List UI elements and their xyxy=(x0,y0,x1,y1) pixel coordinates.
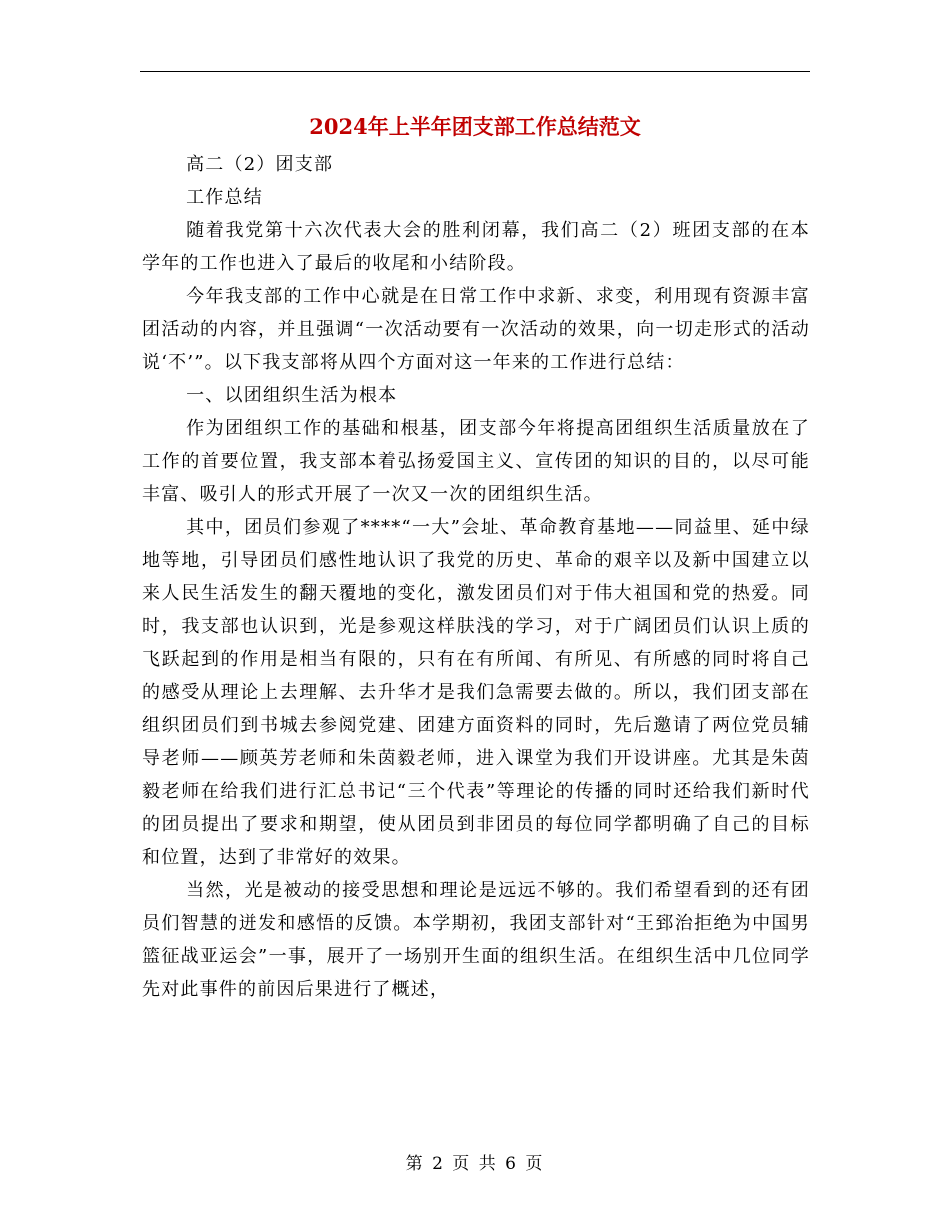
paragraph-subtitle: 工作总结 xyxy=(186,187,263,208)
paragraph-branch-name: 高二（2）团支部 xyxy=(186,154,334,175)
paragraph-focus: 今年我支部的工作中心就是在日常工作中求新、求变，利用现有资源丰富团活动的内容，并且强调“一次活动要有一次活动的效果，向一切走形式的活动说‘不’”。以下我支部将从四个方面对这一年来的工作进行总结： xyxy=(142,286,810,373)
paragraph-intro: 随着我党第十六次代表大会的胜利闭幕，我们高二（2）班团支部的在本学年的工作也进入了最后的收尾和小结阶段。 xyxy=(142,220,810,274)
section-heading-1: 一、以团组织生活为根本 xyxy=(186,385,398,406)
page-number-footer: 第 2 页 共 6 页 xyxy=(405,1154,545,1174)
header-rule xyxy=(140,71,810,72)
paragraph-section-1-feedback: 当然，光是被动的接受思想和理论是远远不够的。我们希望看到的还有团员们智慧的迸发和感悟的反馈。本学期初，我团支部针对“王郅治拒绝为中国男篮征战亚运会”一事，展开了一场别开生面的组织生活。在组织生活中几位同学先对此事件的前因后果进行了概述， xyxy=(142,880,810,1000)
document-title: 2024年上半年团支部工作总结范文 xyxy=(309,114,641,139)
document-body xyxy=(142,148,810,1006)
paragraph-section-1-overview: 作为团组织工作的基础和根基，团支部今年将提高团组织生活质量放在了工作的首要位置，我支部本着弘扬爱国主义、宣传团的知识的目的，以尽可能丰富、吸引人的形式开展了一次又一次的团组织生活。 xyxy=(142,418,810,505)
paragraph-section-1-visits: 其中，团员们参观了****“一大”会址、革命教育基地——同益里、延中绿地等地，引导团员们感性地认识了我党的历史、革命的艰辛以及新中国建立以来人民生活发生的翻天覆地的变化，激发团员们对于伟大祖国和党的热爱。同时，我支部也认识到，光是参观这样肤浅的学习，对于广阔团员们认识上质的飞跃起到的作用是相当有限的，只有在有所闻、有所见、有所感的同时将自己的感受从理论上去理解、去升华才是我们急需要去做的。所以，我们团支部在组织团员们到书城去参阅党建、团建方面资料的同时，先后邀请了两位党员辅导老师——顾英芳老师和朱茵毅老师，进入课堂为我们开设讲座。尤其是朱茵毅老师在给我们进行汇总书记“三个代表”等理论的传播的同时还给我们新时代的团员提出了要求和期望，使从团员到非团员的每位同学都明确了自己的目标和位置，达到了非常好的效果。 xyxy=(142,517,810,868)
